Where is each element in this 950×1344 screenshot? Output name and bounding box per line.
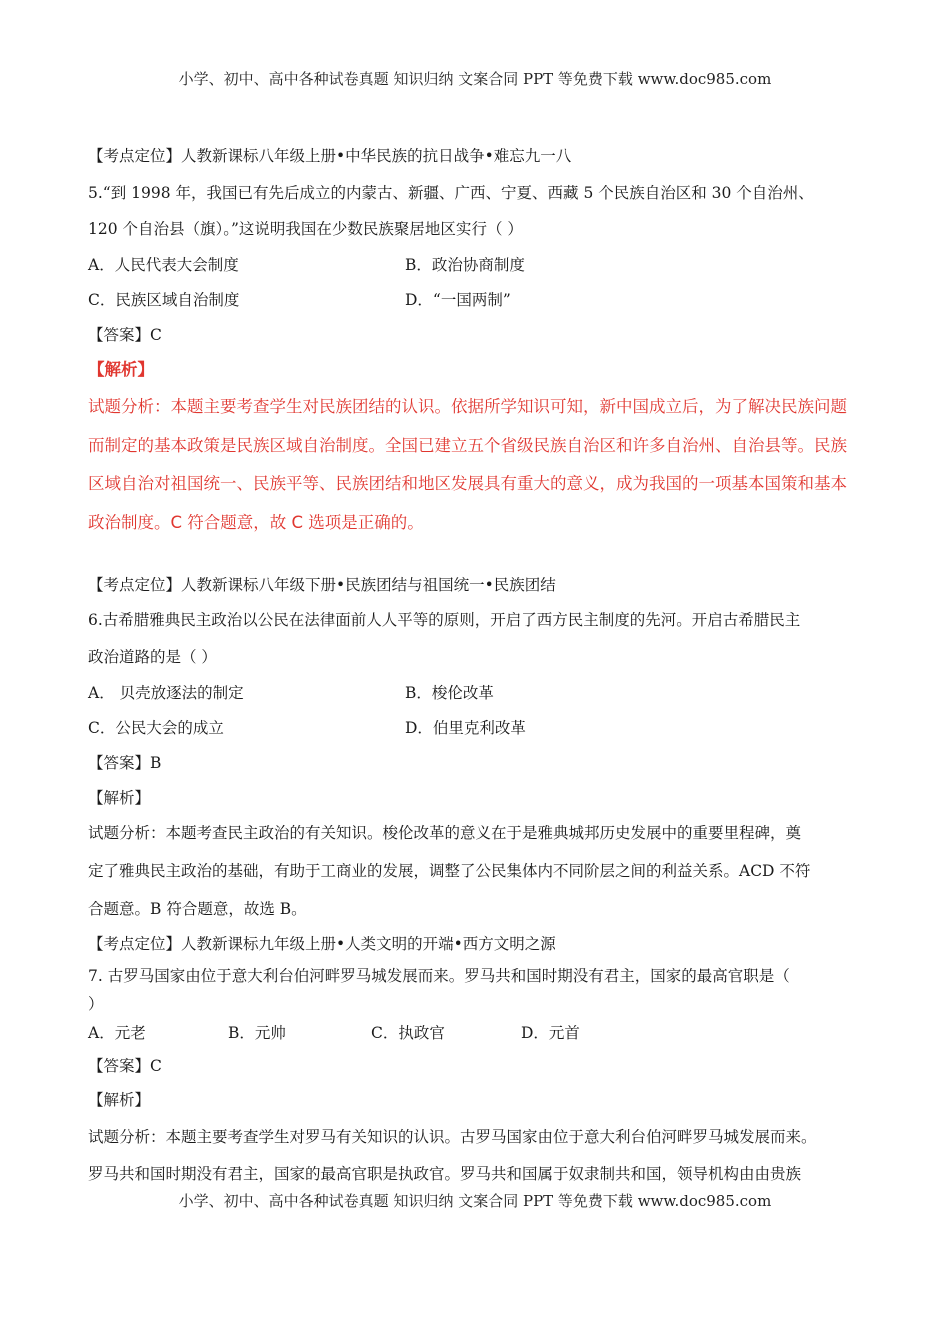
q5-option-c: C．民族区域自治制度: [88, 291, 240, 309]
q5-answer: 【答案】C: [88, 326, 162, 344]
q6-analysis-line: 定了雅典民主政治的基础，有助于工商业的发展，调整了公民集体内不同阶层之间的利益关系。ACD 不符: [88, 862, 811, 880]
q7-analysis-line: 试题分析：本题主要考查学生对罗马有关知识的认识。古罗马国家由位于意大利台伯河畔罗马城发展而来。: [88, 1128, 817, 1146]
question-7-line-2: ）: [88, 995, 104, 1013]
question-5-line-1: 5.“到 1998 年，我国已有先后成立的内蒙古、新疆、广西、宁夏、西藏 5 个民族自治区和 30 个自治州、: [88, 184, 814, 202]
q6-option-d: D．伯里克利改革: [405, 719, 526, 737]
q5-analysis-line: 而制定的基本政策是民族区域自治制度。全国已建立五个省级民族自治区和许多自治州、自治县等。民族: [88, 436, 847, 455]
q6-option-b: B．梭伦改革: [405, 684, 494, 702]
question-6-line-1: 6.古希腊雅典民主政治以公民在法律面前人人平等的原则，开启了西方民主制度的先河。开启古希腊民主: [88, 611, 801, 629]
q7-analysis-line: 罗马共和国时期没有君主，国家的最高官职是执政官。罗马共和国属于奴隶制共和国，领导机构由由贵族: [88, 1165, 802, 1183]
q6-knowledge-point: 【考点定位】人教新课标九年级上册•人类文明的开端•西方文明之源: [88, 935, 556, 953]
q5-analysis-line: 政治制度。C 符合题意，故 C 选项是正确的。: [88, 513, 424, 532]
q7-option-a: A．元老: [88, 1024, 146, 1042]
q5-analysis-line: 区域自治对祖国统一、民族平等、民族团结和地区发展具有重大的意义，成为我国的一项基本国策和基本: [88, 474, 847, 493]
knowledge-point: 【考点定位】人教新课标八年级上册•中华民族的抗日战争•难忘九一八: [88, 147, 572, 165]
q5-option-a: A．人民代表大会制度: [88, 256, 239, 274]
q7-option-b: B．元帅: [228, 1024, 286, 1042]
q5-option-b: B．政治协商制度: [405, 256, 525, 274]
q6-option-c: C．公民大会的成立: [88, 719, 224, 737]
q7-option-d: D．元首: [521, 1024, 580, 1042]
q6-answer: 【答案】B: [88, 754, 162, 772]
question-7-line-1: 7. 古罗马国家由位于意大利台伯河畔罗马城发展而来。罗马共和国时期没有君主，国家的最高官职是（: [88, 967, 790, 985]
q6-analysis-title: 【解析】: [88, 789, 151, 807]
question-6-line-2: 政治道路的是（ ）: [88, 648, 217, 666]
q5-knowledge-point: 【考点定位】人教新课标八年级下册•民族团结与祖国统一•民族团结: [88, 576, 556, 594]
q5-analysis-line: 试题分析：本题主要考查学生对民族团结的认识。依据所学知识可知，新中国成立后，为了解决民族问题: [88, 397, 847, 416]
q6-option-a: A． 贝壳放逐法的制定: [88, 684, 244, 702]
q5-option-d: D．“一国两制”: [405, 291, 511, 309]
q5-analysis-title: 【解析】: [88, 360, 154, 379]
page-footer: 小学、初中、高中各种试卷真题 知识归纳 文案合同 PPT 等免费下载 www.doc985.com: [178, 1192, 772, 1210]
q7-option-c: C．执政官: [371, 1024, 445, 1042]
q7-answer: 【答案】C: [88, 1057, 162, 1075]
q7-analysis-title: 【解析】: [88, 1091, 151, 1109]
q6-analysis-line: 合题意。B 符合题意，故选 B。: [88, 900, 307, 918]
question-5-line-2: 120 个自治县（旗）。”这说明我国在少数民族聚居地区实行（ ）: [88, 220, 523, 238]
q6-analysis-line: 试题分析：本题考查民主政治的有关知识。梭伦改革的意义在于是雅典城邦历史发展中的重要里程碑，奠: [88, 824, 802, 842]
page-header: 小学、初中、高中各种试卷真题 知识归纳 文案合同 PPT 等免费下载 www.doc985.com: [178, 70, 772, 88]
